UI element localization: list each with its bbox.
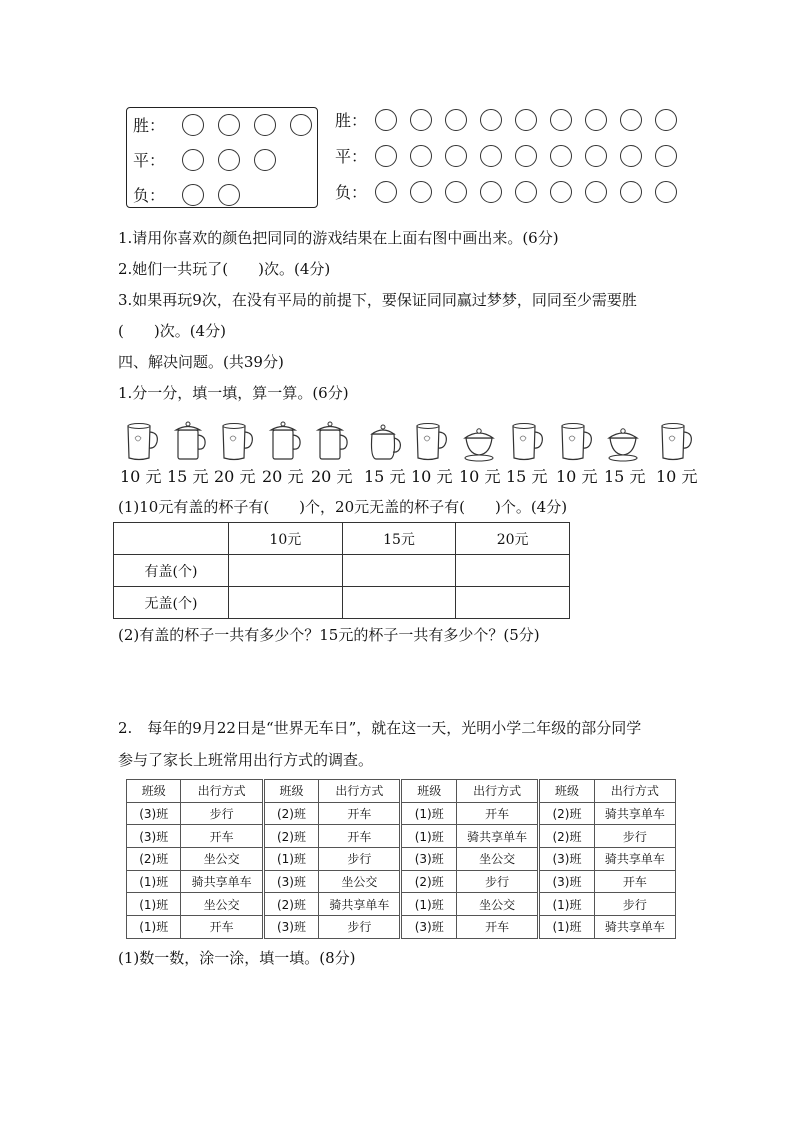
problem-2-line1: 2. 每年的9月22日是“世界无车日”，就在这一天，光明小学二年级的部分同学 <box>118 719 642 737</box>
tally-right-circle[interactable] <box>375 109 397 131</box>
answer-cell[interactable] <box>229 587 343 619</box>
survey-row <box>127 870 676 893</box>
table-header-cell: 20元 <box>456 523 570 555</box>
answer-cell[interactable] <box>342 587 456 619</box>
travel-mode-cell: 步行 <box>594 893 675 916</box>
tally-left-row-label: 负： <box>133 186 166 205</box>
survey-header-cell: 出行方式 <box>319 780 401 803</box>
tally-right-row-label: 负： <box>335 183 368 202</box>
table-header-cell: 10元 <box>229 523 343 555</box>
class-cell: (1)班 <box>401 825 457 848</box>
travel-mode-cell: 坐公交 <box>456 893 538 916</box>
class-cell: (3)班 <box>127 802 181 825</box>
problem-1-sub1: (1)10元有盖的杯子有( )个，20元无盖的杯子有( )个。(4分) <box>118 498 568 516</box>
tally-right-circle[interactable] <box>585 109 607 131</box>
tally-right-circle[interactable] <box>550 109 572 131</box>
cup-price: 15 元 <box>506 467 548 486</box>
survey-row <box>127 802 676 825</box>
class-cell: (1)班 <box>127 893 181 916</box>
tally-right-circle[interactable] <box>480 109 502 131</box>
class-cell: (1)班 <box>539 916 595 939</box>
tally-right-circle[interactable] <box>375 181 397 203</box>
tally-right-circle[interactable] <box>410 109 432 131</box>
tally-right-circle[interactable] <box>620 145 642 167</box>
cup-price: 15 元 <box>167 467 209 486</box>
problem-1-sub2: (2)有盖的杯子一共有多少个？15元的杯子一共有多少个？(5分) <box>118 626 540 644</box>
tally-right-circle[interactable] <box>410 145 432 167</box>
tally-left-circle <box>290 114 312 136</box>
question-3-line2: ( )次。(4分) <box>118 322 226 340</box>
cup-price: 10 元 <box>120 467 162 486</box>
answer-cell[interactable] <box>456 587 570 619</box>
survey-header-cell: 班级 <box>401 780 457 803</box>
travel-mode-cell: 开车 <box>456 916 538 939</box>
survey-header-cell: 出行方式 <box>594 780 675 803</box>
survey-header-cell: 班级 <box>127 780 181 803</box>
survey-header-cell: 出行方式 <box>456 780 538 803</box>
class-cell: (2)班 <box>127 848 181 871</box>
class-cell: (2)班 <box>539 825 595 848</box>
tally-right-circle[interactable] <box>445 181 467 203</box>
row-label-lidded: 有盖(个) <box>114 555 229 587</box>
class-cell: (1)班 <box>401 802 457 825</box>
cup-price: 10 元 <box>411 467 453 486</box>
tally-right-circle[interactable] <box>550 145 572 167</box>
tally-right-circle[interactable] <box>515 109 537 131</box>
survey-header-cell: 出行方式 <box>181 780 263 803</box>
survey-header-cell: 班级 <box>539 780 595 803</box>
tally-right-circle[interactable] <box>550 181 572 203</box>
tally-right-circle[interactable] <box>620 181 642 203</box>
tally-left-circle <box>218 149 240 171</box>
tally-right-circle[interactable] <box>445 109 467 131</box>
lidded-bowl-cup-icon <box>604 418 642 462</box>
tally-right-circle[interactable] <box>445 145 467 167</box>
lidded-cup-icon <box>172 418 210 462</box>
class-cell: (3)班 <box>263 870 319 893</box>
mug-icon <box>218 418 256 462</box>
answer-cell[interactable] <box>342 555 456 587</box>
tally-right-circle[interactable] <box>585 181 607 203</box>
class-cell: (2)班 <box>263 802 319 825</box>
tally-right-circle[interactable] <box>480 181 502 203</box>
survey-header-cell: 班级 <box>263 780 319 803</box>
cup-price: 20 元 <box>311 467 353 486</box>
mug-icon <box>557 418 595 462</box>
class-cell: (2)班 <box>263 825 319 848</box>
class-cell: (3)班 <box>401 848 457 871</box>
question-2: 2.她们一共玩了( )次。(4分) <box>118 260 331 278</box>
survey-row <box>127 825 676 848</box>
tally-right-circle[interactable] <box>655 145 677 167</box>
travel-mode-cell: 开车 <box>181 916 263 939</box>
travel-mode-cell: 开车 <box>319 825 401 848</box>
lidded-pitcher-icon <box>366 418 404 462</box>
cup-price: 20 元 <box>262 467 304 486</box>
tally-right-circle[interactable] <box>655 109 677 131</box>
cup-count-table <box>113 522 570 619</box>
class-cell: (1)班 <box>127 870 181 893</box>
cup-price: 10 元 <box>459 467 501 486</box>
tally-right-circle[interactable] <box>480 145 502 167</box>
survey-header-row <box>127 780 676 803</box>
tally-left-circle <box>218 184 240 206</box>
mug-icon <box>412 418 450 462</box>
tally-left-circle <box>218 114 240 136</box>
lidded-cup-icon <box>314 418 352 462</box>
travel-mode-cell: 开车 <box>181 825 263 848</box>
survey-table <box>126 779 676 939</box>
travel-mode-cell: 骑共享单车 <box>594 848 675 871</box>
problem-1-title: 1.分一分，填一填，算一算。(6分) <box>118 384 349 402</box>
mug-icon <box>123 418 161 462</box>
cup-price: 10 元 <box>556 467 598 486</box>
row-label-unlidded: 无盖(个) <box>114 587 229 619</box>
survey-row <box>127 916 676 939</box>
class-cell: (3)班 <box>401 916 457 939</box>
tally-right-circle[interactable] <box>655 181 677 203</box>
tally-right-circle[interactable] <box>410 181 432 203</box>
travel-mode-cell: 骑共享单车 <box>456 825 538 848</box>
tally-right-circle[interactable] <box>515 181 537 203</box>
tally-right-circle[interactable] <box>620 109 642 131</box>
problem-2-line2: 参与了家长上班常用出行方式的调查。 <box>118 751 374 769</box>
tally-left-row-label: 胜： <box>133 116 166 135</box>
travel-mode-cell: 坐公交 <box>181 893 263 916</box>
tally-left-row-label: 平： <box>133 151 166 170</box>
class-cell: (1)班 <box>539 893 595 916</box>
tally-left-circle <box>182 149 204 171</box>
cup-price: 20 元 <box>214 467 256 486</box>
tally-right-row-label: 平： <box>335 147 368 166</box>
travel-mode-cell: 骑共享单车 <box>319 893 401 916</box>
problem-2-sub1: (1)数一数，涂一涂，填一填。(8分) <box>118 949 356 967</box>
travel-mode-cell: 步行 <box>181 802 263 825</box>
travel-mode-cell: 开车 <box>319 802 401 825</box>
travel-mode-cell: 步行 <box>456 870 538 893</box>
answer-cell[interactable] <box>456 555 570 587</box>
tally-right-row-label: 胜： <box>335 111 368 130</box>
question-3-line1: 3.如果再玩9次，在没有平局的前提下，要保证同同赢过梦梦，同同至少需要胜 <box>118 291 637 309</box>
travel-mode-cell: 坐公交 <box>181 848 263 871</box>
lidded-bowl-cup-icon <box>460 418 498 462</box>
cup-price: 10 元 <box>656 467 698 486</box>
class-cell: (2)班 <box>401 870 457 893</box>
travel-mode-cell: 步行 <box>319 848 401 871</box>
tally-right-circle[interactable] <box>515 145 537 167</box>
travel-mode-cell: 步行 <box>319 916 401 939</box>
question-1: 1.请用你喜欢的颜色把同同的游戏结果在上面右图中画出来。(6分) <box>118 229 559 247</box>
class-cell: (1)班 <box>127 916 181 939</box>
class-cell: (3)班 <box>539 848 595 871</box>
survey-row <box>127 893 676 916</box>
class-cell: (2)班 <box>539 802 595 825</box>
mug-icon <box>657 418 695 462</box>
tally-left-circle <box>182 184 204 206</box>
travel-mode-cell: 坐公交 <box>456 848 538 871</box>
cup-price: 15 元 <box>604 467 646 486</box>
lidded-cup-icon <box>267 418 305 462</box>
table-header-cell: 15元 <box>342 523 456 555</box>
tally-left-circle <box>254 114 276 136</box>
class-cell: (3)班 <box>263 916 319 939</box>
class-cell: (1)班 <box>401 893 457 916</box>
cup-price: 15 元 <box>364 467 406 486</box>
class-cell: (2)班 <box>263 893 319 916</box>
survey-row <box>127 848 676 871</box>
travel-mode-cell: 步行 <box>594 825 675 848</box>
travel-mode-cell: 骑共享单车 <box>594 802 675 825</box>
tally-right-circle[interactable] <box>585 145 607 167</box>
tally-left-circle <box>254 149 276 171</box>
section-heading: 四、解决问题。(共39分) <box>118 353 284 371</box>
answer-cell[interactable] <box>229 555 343 587</box>
class-cell: (3)班 <box>539 870 595 893</box>
mug-icon <box>508 418 546 462</box>
travel-mode-cell: 开车 <box>456 802 538 825</box>
tally-left-circle <box>182 114 204 136</box>
table-header-cell <box>114 523 229 555</box>
travel-mode-cell: 骑共享单车 <box>181 870 263 893</box>
class-cell: (3)班 <box>127 825 181 848</box>
travel-mode-cell: 坐公交 <box>319 870 401 893</box>
class-cell: (1)班 <box>263 848 319 871</box>
tally-right-circle[interactable] <box>375 145 397 167</box>
travel-mode-cell: 骑共享单车 <box>594 916 675 939</box>
travel-mode-cell: 开车 <box>594 870 675 893</box>
